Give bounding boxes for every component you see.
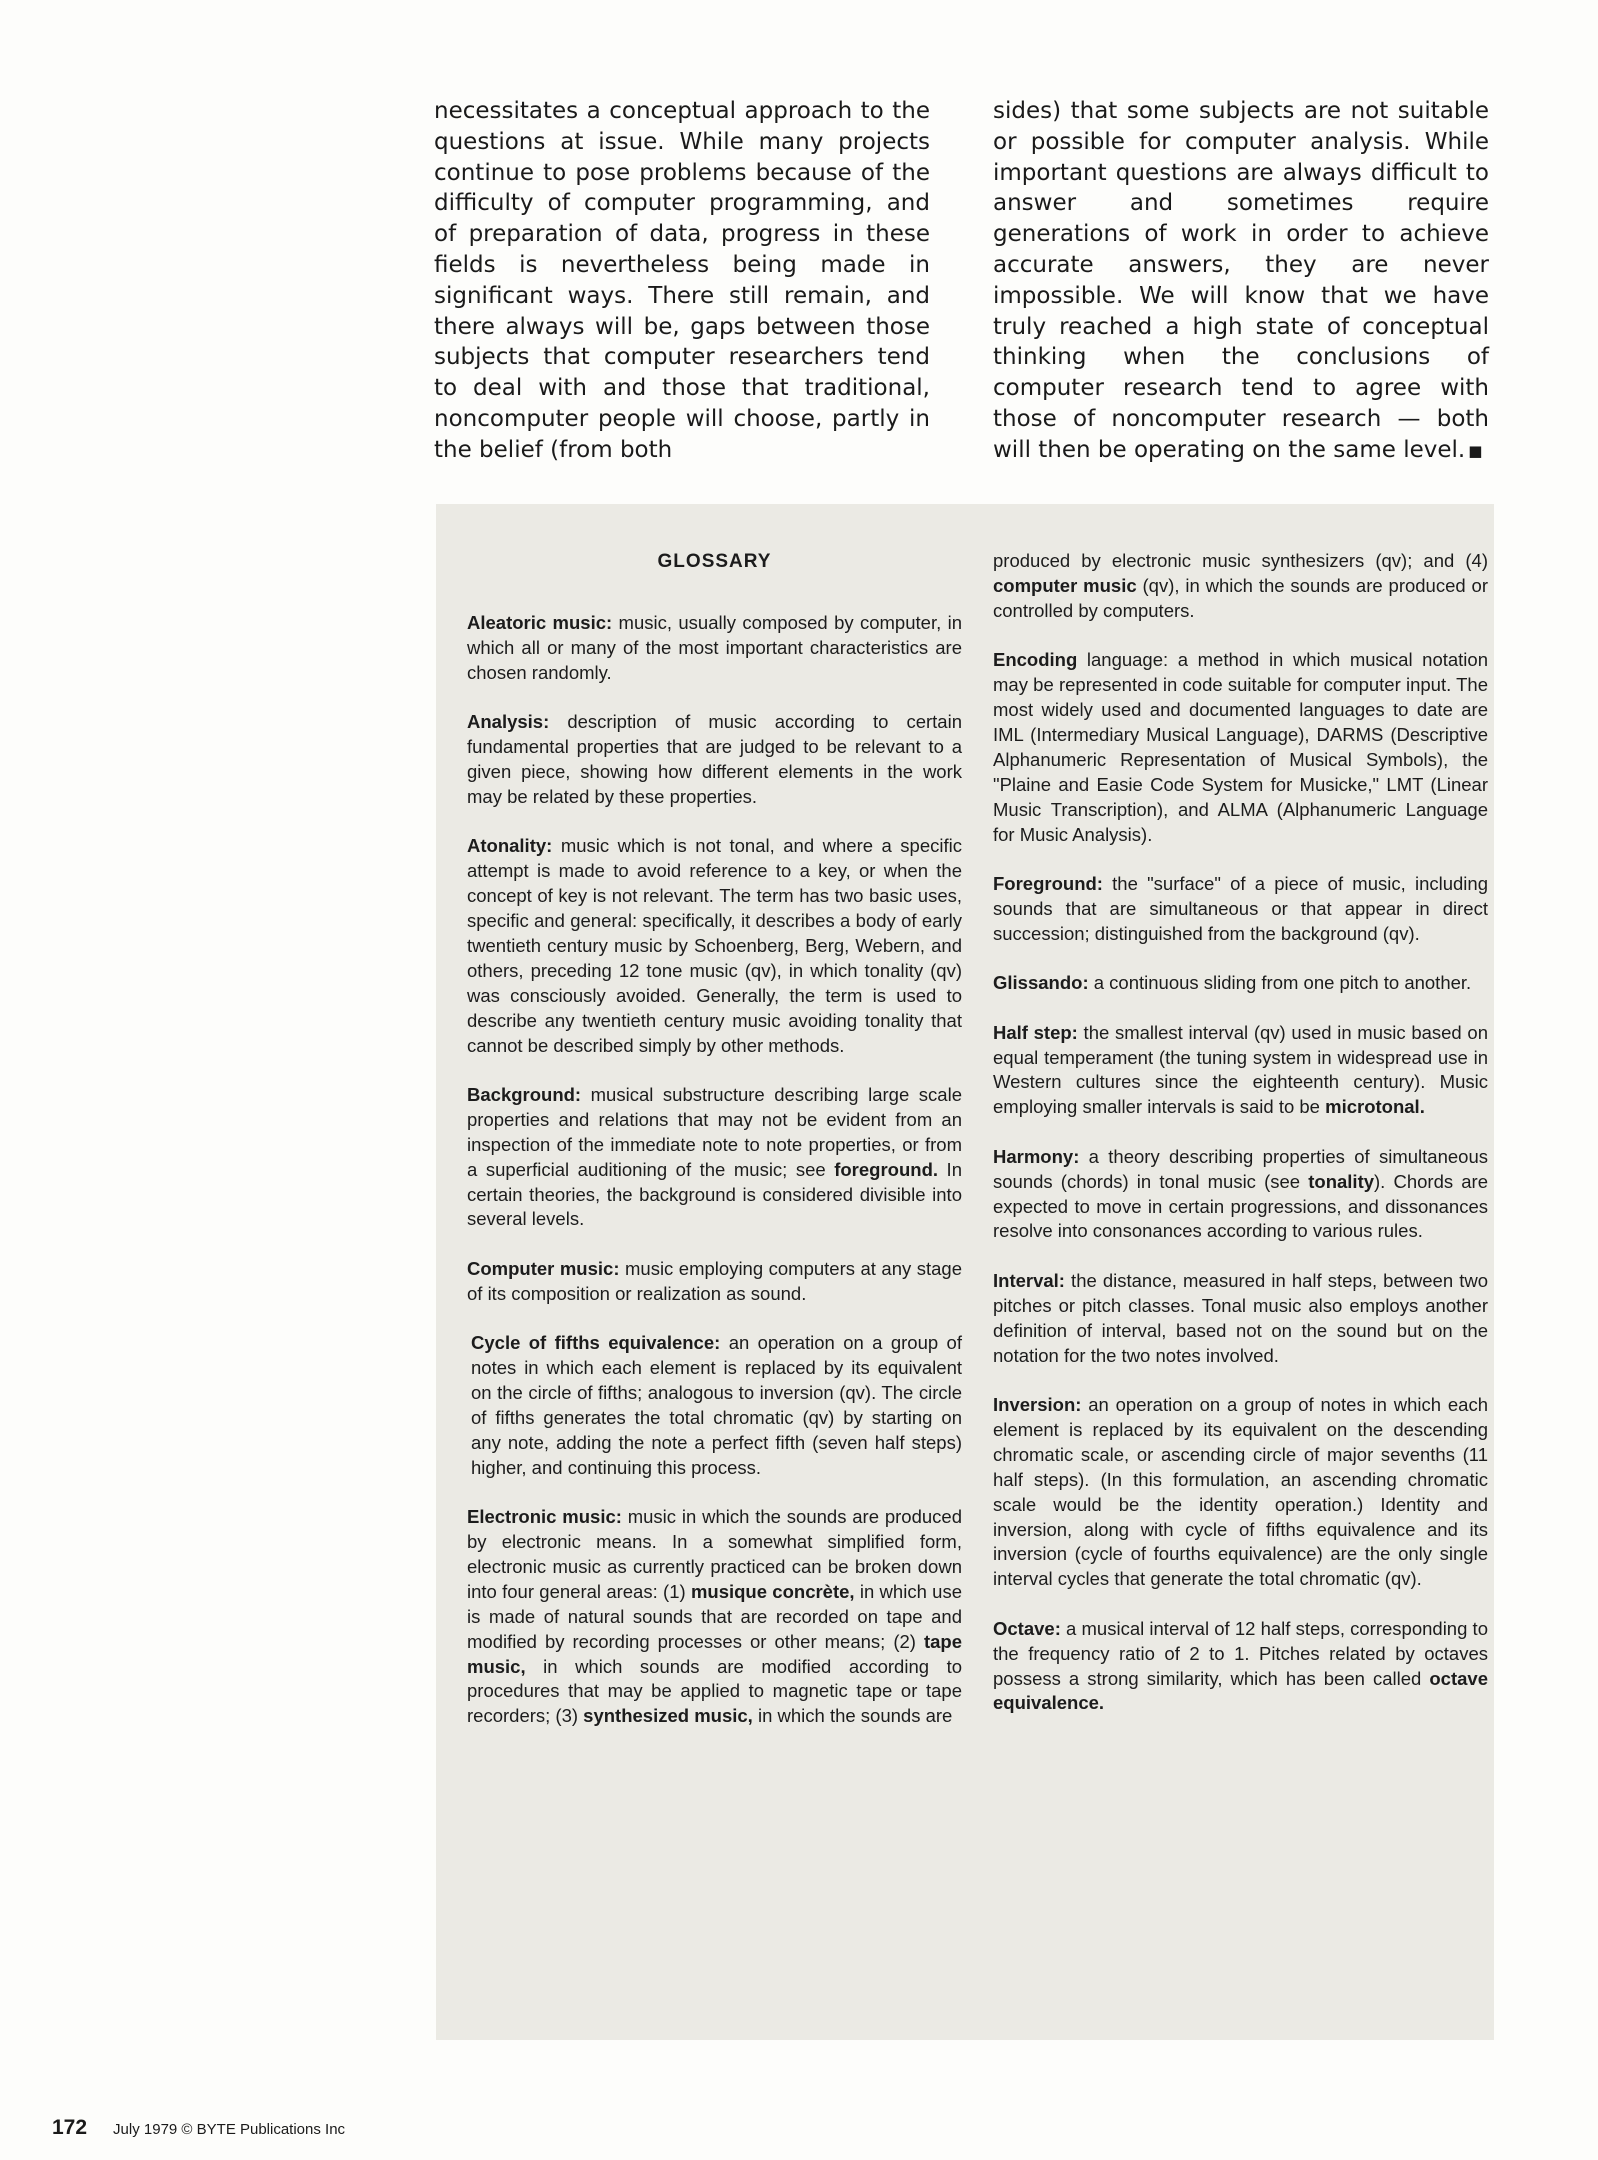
glossary-entry (467, 611, 962, 686)
glossary-definition: ). Chords are expected to move in certain progressions, and dissonances resolve into consonances according to various rules. (993, 1170, 1488, 1242)
glossary-entry (993, 1145, 1488, 1245)
glossary-entry (993, 1269, 1488, 1369)
glossary-subterm: synthesized music, (583, 1705, 753, 1727)
glossary-term: Interval: (993, 1269, 1065, 1291)
glossary-subterm: tape music, (467, 1630, 962, 1677)
glossary-definition: the smallest interval (qv) used in music based on equal temperament (the tuning system in widespread use in Western cultures since the eighteenth century). Music employing smaller intervals is said to be (993, 1021, 1488, 1118)
page-footer (52, 2116, 345, 2140)
article-text-left (434, 96, 930, 466)
glossary-continuation (993, 549, 1488, 624)
glossary-definition: in which the sounds are (752, 1705, 953, 1727)
glossary-subterm: computer music (993, 574, 1137, 596)
glossary-term: Aleatoric music: (467, 611, 613, 633)
glossary-cross-reference: octave equivalence. (993, 1667, 1488, 1714)
glossary-definition: the "surface" of a piece of music, including sounds that are simultaneous or that appear in direct succession; distinguished from the background (qv). (993, 872, 1488, 944)
glossary-entry (467, 710, 962, 810)
glossary-entry (993, 872, 1488, 947)
glossary-definition: a continuous sliding from one pitch to another. (1088, 972, 1472, 994)
glossary-definition: in which sounds are modified according to procedures that may be applied to magnetic tape or tape recorders; (3) (467, 1655, 962, 1727)
glossary-term: Half step: (993, 1021, 1078, 1043)
glossary-definition: musical substructure describing large scale properties and relations that may not be evident from an inspection of the immediate note to note properties, or from a superficial auditioning of the music; see (467, 1083, 962, 1180)
glossary-entry (467, 1257, 962, 1307)
glossary-definition: music which is not tonal, and where a specific attempt is made to avoid reference to a key, or when the concept of key is not relevant. The term has two basic uses, specific and general: specifically, it describes a body of early twentieth century music by Schoenberg, Berg, Webern, and others, preceding 12 tone music (qv), in which tonality (qv) was consciously avoided. Generally, the term is used to describe any twentieth century music avoiding tonality that cannot be described simply by other methods. (467, 835, 962, 1056)
end-of-article-mark: ■ (1468, 441, 1483, 460)
glossary-definition: In certain theories, the background is considered divisible into several levels. (467, 1158, 962, 1230)
glossary-term: Octave: (993, 1617, 1061, 1639)
glossary-definition: a musical interval of 12 half steps, corresponding to the frequency ratio of 2 to 1. Pitches related by octaves possess a strong similarity, which has been called (993, 1617, 1488, 1689)
glossary-term: Computer music: (467, 1257, 620, 1279)
glossary-term: Electronic music: (467, 1506, 622, 1528)
glossary-entry (467, 1083, 962, 1232)
glossary-definition: a theory describing properties of simultaneous sounds (chords) in tonal music (see (993, 1145, 1488, 1192)
glossary-definition: music in which the sounds are produced by electronic means. In a somewhat simplified form, electronic music as currently practiced can be broken down into four general areas: (1) (467, 1506, 962, 1602)
glossary-box (436, 504, 1494, 2040)
glossary-entry (993, 971, 1488, 996)
glossary-entry (993, 1393, 1488, 1592)
glossary-term: Atonality: (467, 835, 553, 857)
glossary-term: Background: (467, 1083, 582, 1105)
glossary-term: Foreground: (993, 872, 1103, 894)
glossary-term: Cycle of fifths equivalence: (471, 1332, 721, 1354)
glossary-entry (467, 834, 962, 1058)
glossary-column-right (993, 549, 1488, 1741)
glossary-definition: an operation on a group of notes in which each element is replaced by its equivalent on the circle of fifths; analogous to inversion (qv). The circle of fifths generates the total chromatic (qv) by starting on any note, adding the note a perfect fifth (seven half steps) higher, and continuing this process. (471, 1332, 962, 1478)
glossary-cross-reference: tonality (1308, 1170, 1375, 1192)
glossary-definition: the distance, measured in half steps, between two pitches or pitch classes. Tonal music also employs another definition of interval, based not on the sound but on the notation for the two notes involved. (993, 1269, 1488, 1366)
glossary-column-left (467, 504, 962, 1754)
glossary-definition: language: a method in which musical notation may be represented in code suitable for computer input. The most widely used and documented languages to date are IML (Intermediary Musical Language), DARMS (Descriptive Alphanumeric Representation of Musical Symbols), the "Plaine and Easie Code System for Musicke," LMT (Linear Music Transcription), and ALMA (Alphanumeric Language for Music Analysis). (993, 649, 1488, 845)
glossary-term: Inversion: (993, 1393, 1082, 1415)
glossary-definition: music employing computers at any stage of its composition or realization as sound. (467, 1257, 962, 1304)
article-text-right (993, 96, 1489, 467)
article-paragraph-left: necessitates a conceptual approach to the questions at issue. While many projects continue to pose problems because of the difficulty of computer programming, and of preparation of data, progress in these fields is nevertheless being made in significant ways. There still remain, and there always will be, gaps between those subjects that computer researchers tend to deal with and those that traditional, noncomputer people will choose, partly in the belief (from both (434, 98, 930, 463)
glossary-cross-reference: foreground. (834, 1158, 939, 1180)
glossary-entry (993, 1021, 1488, 1121)
glossary-entry (467, 1331, 962, 1480)
glossary-title: GLOSSARY (657, 551, 772, 572)
glossary-term: Harmony: (993, 1145, 1080, 1167)
glossary-definition: description of music according to certain fundamental properties that are judged to be relevant to a given piece, showing how different elements in the work may be related by these properties. (467, 711, 962, 807)
glossary-term: Encoding (993, 649, 1078, 671)
glossary-entry (993, 648, 1488, 847)
glossary-cross-reference: microtonal. (1325, 1096, 1425, 1118)
glossary-term: Glissando: (993, 972, 1089, 994)
glossary-definition: an operation on a group of notes in which each element is replaced by its equivalent on the descending chromatic scale, or ascending circle of major sevenths (11 half steps). (In this formulation, an ascending chromatic scale would be the identity operation.) Identity and inversion, along with cycle of fifths equivalence and its inversion (cycle of fourths equivalence) are the only single interval cycles that generate the total chromatic (qv). (993, 1393, 1488, 1590)
article-paragraph-right: sides) that some subjects are not suitable or possible for computer analysis. While important questions are always difficult to answer and sometimes require generations of work in order to achieve accurate answers, they are never impossible. We will know that we have truly reached a high state of conceptual thinking when the conclusions of computer research tend to agree with those of noncomputer research — both will then be operating on the same level. (993, 98, 1489, 463)
glossary-entry (993, 1617, 1488, 1717)
glossary-definition: (qv), in which the sounds are produced or controlled by computers. (993, 574, 1488, 621)
glossary-definition: produced by electronic music synthesizers (qv); and (4) (993, 550, 1488, 571)
page-number: 172 (52, 2116, 88, 2139)
footer-credit: July 1979 © BYTE Publications Inc (113, 2121, 346, 2138)
glossary-definition: in which use is made of natural sounds that are recorded on tape and modified by recording processes or other means; (2) (467, 1580, 962, 1652)
glossary-term: Analysis: (467, 711, 550, 733)
glossary-definition: music, usually composed by computer, in which all or many of the most important characteristics are chosen randomly. (467, 611, 962, 683)
glossary-entry (467, 1505, 962, 1729)
glossary-subterm: musique concrète, (690, 1580, 855, 1602)
